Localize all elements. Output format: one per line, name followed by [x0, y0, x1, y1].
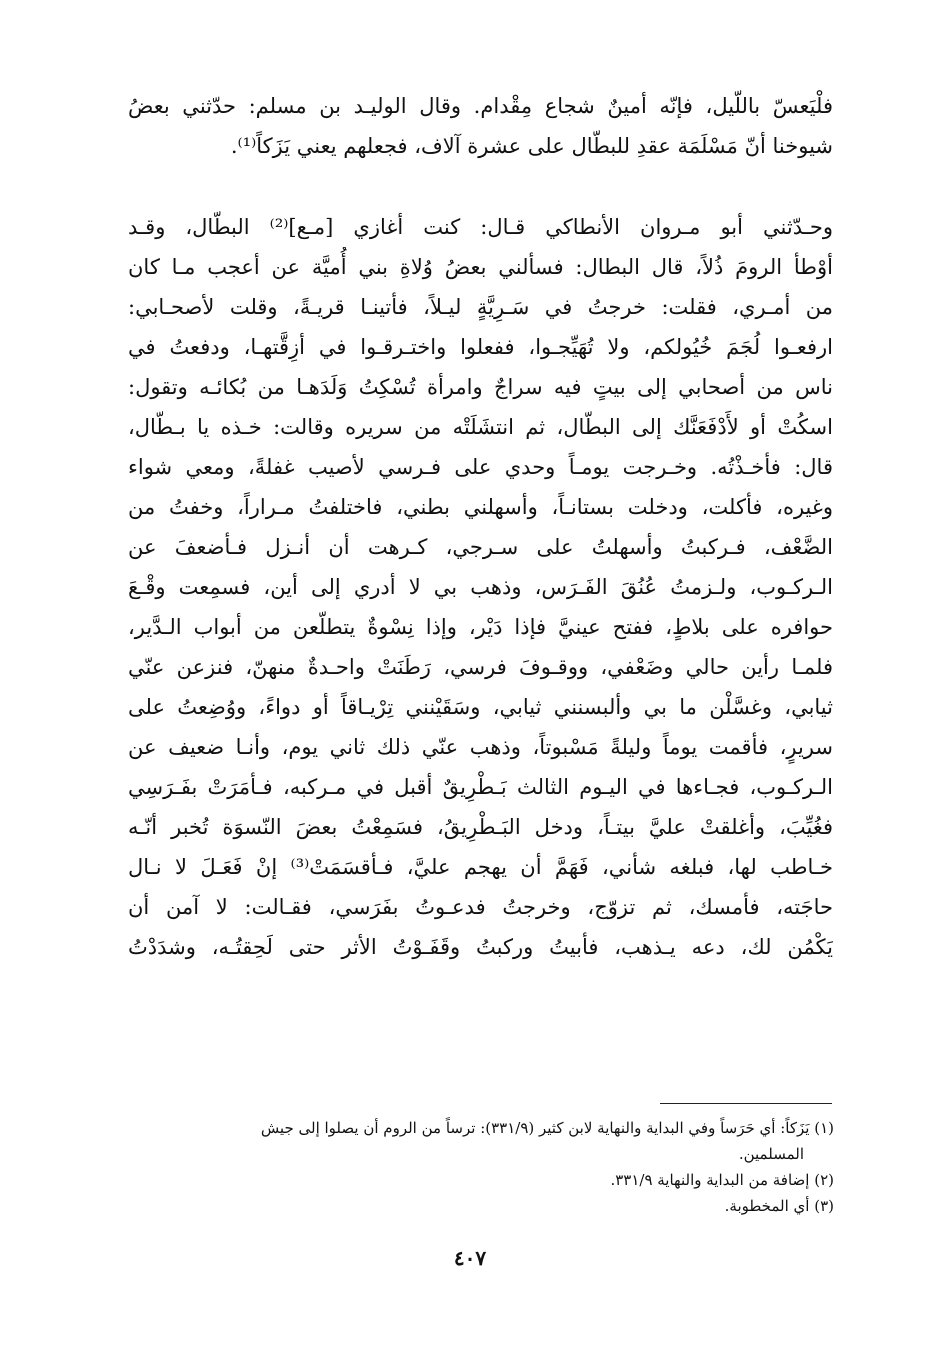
footnote-3: (٣) أي المخطوبة. — [724, 1197, 834, 1215]
footnotes — [130, 1115, 834, 1219]
page-number: ٤٠٧ — [453, 1246, 487, 1270]
text-line: حاجَته، فأمسك، ثم تزوّج، وخرجتُ فدعـوتُ بفَرَسي، فقـالت: لا آمن أن — [128, 895, 833, 919]
text-line: فغُيِّبَ، وأغلقتْ عليَّ بيتـاً، ودخل البَـطْرِيقُ، فسَمِعْتُ بعضَ النّسوَة تُخبر أنّـه — [128, 815, 833, 839]
text-line: شيوخنا أنّ مَسْلَمَة عقدِ للبطّال على عشرة آلاف، فجعلهم يعني يَزَكاً⁽¹⁾. — [230, 134, 833, 158]
text-line: اسكُتْ أو لأَدْفَعَنَّك إلى البطّال، ثم انتشَلَتْه من سريره وقالت: خـذه يا بـطّال، — [128, 415, 833, 439]
text-line: من أمـري، فقلت: خرجتُ في سَـرِيَّةٍ ليـلاً، فأتينـا قريـةً، وقلت لأصحـابي: — [128, 295, 833, 319]
text-line: ثيابي، وغسَّلْن ما بي وألبسنني ثيابي، وسَقَيْنني تِرْيـاقاً أو دواءً، ووُضِعتُ على — [128, 695, 833, 719]
footnote-1-continuation: المسلمين. — [738, 1145, 804, 1163]
text-line: خـاطب لها، فبلغه شأني، فَهَمَّ أن يهجم عليَّ، فـأقسَمَتْ⁽³⁾ إنْ فَعَـلَ لا نـال — [128, 855, 833, 879]
footnote-1: (١) يَزَكاً: أي حَرَساً وفي البداية والنهاية لابن كثير (٣٣١/٩): ترساً من الروم أن يصلوا إلى جيش — [260, 1119, 834, 1137]
text-line: ناس من أصحابي إلى بيتٍ فيه سراجٌ وامرأة تُسْكِتُ وَلَدَهـا من بُكائـه وتقول: — [128, 375, 833, 399]
text-line: قال: فأخـذْتُه. وخـرجت يومـاً وحدي على فـرسي لأصيب غفلةً، ومعي شواء — [128, 455, 833, 479]
paragraph-1 — [128, 86, 833, 166]
text-line: يَكْمُن لك، دعه يـذهب، فأبيتُ وركبتُ وقَفَـوْتُ الأثر حتى لَحِقتُـه، وشدَدْتُ — [128, 935, 833, 959]
text-line: الـركـوب، ولـزمتُ عُنُقَ الفَـرَس، وذهب بي لا أدري إلى أين، فسمِعت وقْـعَ — [128, 575, 833, 599]
footnote-2: (٢) إضافة من البداية والنهاية ٣٣١/٩. — [610, 1171, 834, 1189]
text-line: وحـدّثني أبو مـروان الأنطاكي قـال: كنت أغازي [مـع]⁽²⁾ البطّال، وقـد — [128, 215, 833, 239]
text-line: أوْطأ الرومَ ذُلاً، قال البطال: فسألني بعضُ وُلاةِ بني أُميَّة عن أعجب مـا كان — [128, 255, 833, 279]
text-line: الـركـوب، فجـاءها في اليـوم الثالث بَـطْرِيقٌ أقبل في مـركبه، فـأمَرَتْ بفَـرَسِي — [128, 775, 833, 799]
text-line: الضَّعْف، فـركبتُ وأسهلتُ على سـرجي، كـرهت أن أنـزل فـأضعفَ عن — [128, 535, 833, 559]
text-line: ارفعـوا لُجَمَ خُيُولكم، ولا تُهَيِّجـوا، ففعلوا واختـرقـوا في أزِقَّتهـا، ودفعتُ في — [128, 335, 833, 359]
text-line: فلْيَعسّ باللّيل، فإنّه أمينٌ شجاع مِقْدام. وقال الوليـد بن مسلم: حدّثني بعضُ — [128, 94, 833, 118]
text-line: وغيره، فأكلت، ودخلت بستانـاً، وأسهلني بطني، فاختلفتُ مـراراً، وخفتُ من — [128, 495, 833, 519]
text-line: فلمـا رأين حالي وضَعْفي، ووقـوفَ فرسي، رَطَنَتْ واحـدةٌ منهنّ، فنزعن عنّي — [128, 655, 833, 679]
text-line: سريرٍ، فأقمت يوماً وليلةً مَسْبوتاً، وذهب عنّي ذلك ثاني يوم، وأنـا ضعيف عن — [128, 735, 833, 759]
footnote-separator — [660, 1103, 832, 1104]
paragraph-2 — [128, 207, 833, 967]
text-line: حوافره على بلاطٍ، ففتح عينيَّ فإذا دَيْر، وإذا نِسْوةٌ يتطلّعن من أبواب الـدَّير، — [128, 615, 833, 639]
